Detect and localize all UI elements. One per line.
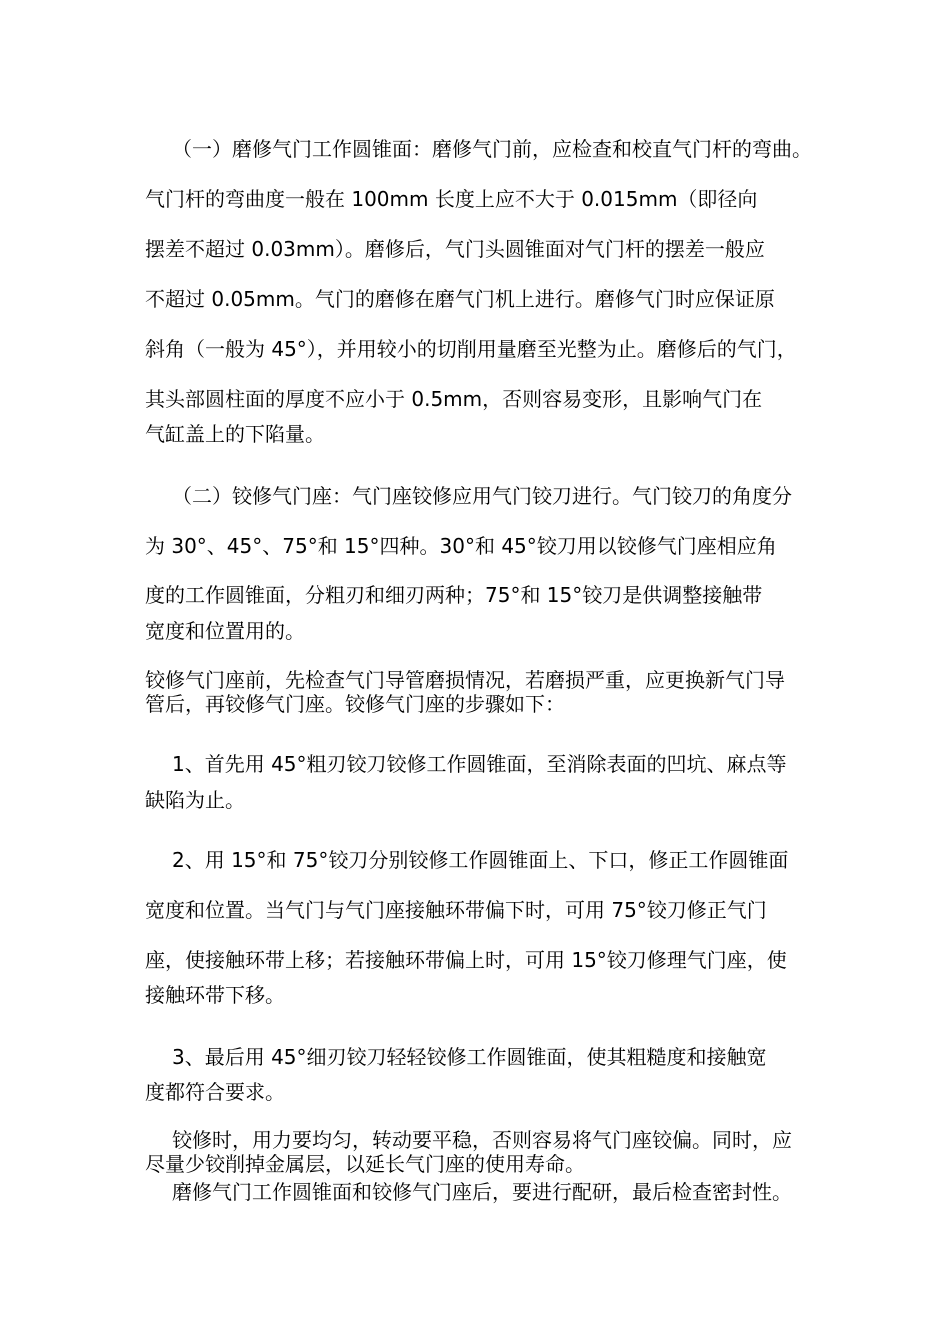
note-line-1: 铰修时，用力要均匀，转动要平稳，否则容易将气门座铰偏。同时，应 xyxy=(172,1128,792,1152)
section2-line-2: 为 30°、45°、75°和 15°四种。30°和 45°铰刀用以铰修气门座相应角 xyxy=(145,534,777,558)
section1-line-6: 其头部圆柱面的厚度不应小于 0.5mm，否则容易变形，且影响气门在 xyxy=(145,387,763,411)
section1-line-4: 不超过 0.05mm。气门的磨修在磨气门机上进行。磨修气门时应保证原 xyxy=(145,287,775,311)
section1-line-1: （一）磨修气门工作圆锥面：磨修气门前，应检查和校直气门杆的弯曲。 xyxy=(172,137,812,161)
note-line-2: 尽量少铰削掉金属层，以延长气门座的使用寿命。 xyxy=(145,1152,585,1176)
section2-line-3: 度的工作圆锥面，分粗刃和细刃两种；75°和 15°铰刀是供调整接触带 xyxy=(145,583,763,607)
section1-line-3: 摆差不超过 0.03mm）。磨修后，气门头圆锥面对气门杆的摆差一般应 xyxy=(145,237,765,261)
step1-line-2: 缺陷为止。 xyxy=(145,788,245,812)
note-line-3: 磨修气门工作圆锥面和铰修气门座后，要进行配研，最后检查密封性。 xyxy=(172,1180,792,1204)
step1-line-1: 1、首先用 45°粗刃铰刀铰修工作圆锥面，至消除表面的凹坑、麻点等 xyxy=(172,752,787,776)
step2-line-3: 座，使接触环带上移；若接触环带偏上时，可用 15°铰刀修理气门座，使 xyxy=(145,948,787,972)
section1-line-2: 气门杆的弯曲度一般在 100mm 长度上应不大于 0.015mm（即径向 xyxy=(145,187,758,211)
step2-line-2: 宽度和位置。当气门与气门座接触环带偏下时，可用 75°铰刀修正气门 xyxy=(145,898,767,922)
prep-line-2: 管后，再铰修气门座。铰修气门座的步骤如下： xyxy=(145,692,565,716)
section2-line-1: （二）铰修气门座：气门座铰修应用气门铰刀进行。气门铰刀的角度分 xyxy=(172,484,792,508)
section2-line-4: 宽度和位置用的。 xyxy=(145,619,305,643)
step3-line-2: 度都符合要求。 xyxy=(145,1080,285,1104)
prep-line-1: 铰修气门座前，先检查气门导管磨损情况，若磨损严重，应更换新气门导 xyxy=(145,668,785,692)
step2-line-4: 接触环带下移。 xyxy=(145,983,285,1007)
section1-line-5: 斜角（一般为 45°），并用较小的切削用量磨至光整为止。磨修后的气门， xyxy=(145,337,797,361)
step3-line-1: 3、最后用 45°细刃铰刀轻轻铰修工作圆锥面，使其粗糙度和接触宽 xyxy=(172,1045,767,1069)
step2-line-1: 2、用 15°和 75°铰刀分别铰修工作圆锥面上、下口，修正工作圆锥面 xyxy=(172,848,789,872)
section1-line-7: 气缸盖上的下陷量。 xyxy=(145,422,325,446)
